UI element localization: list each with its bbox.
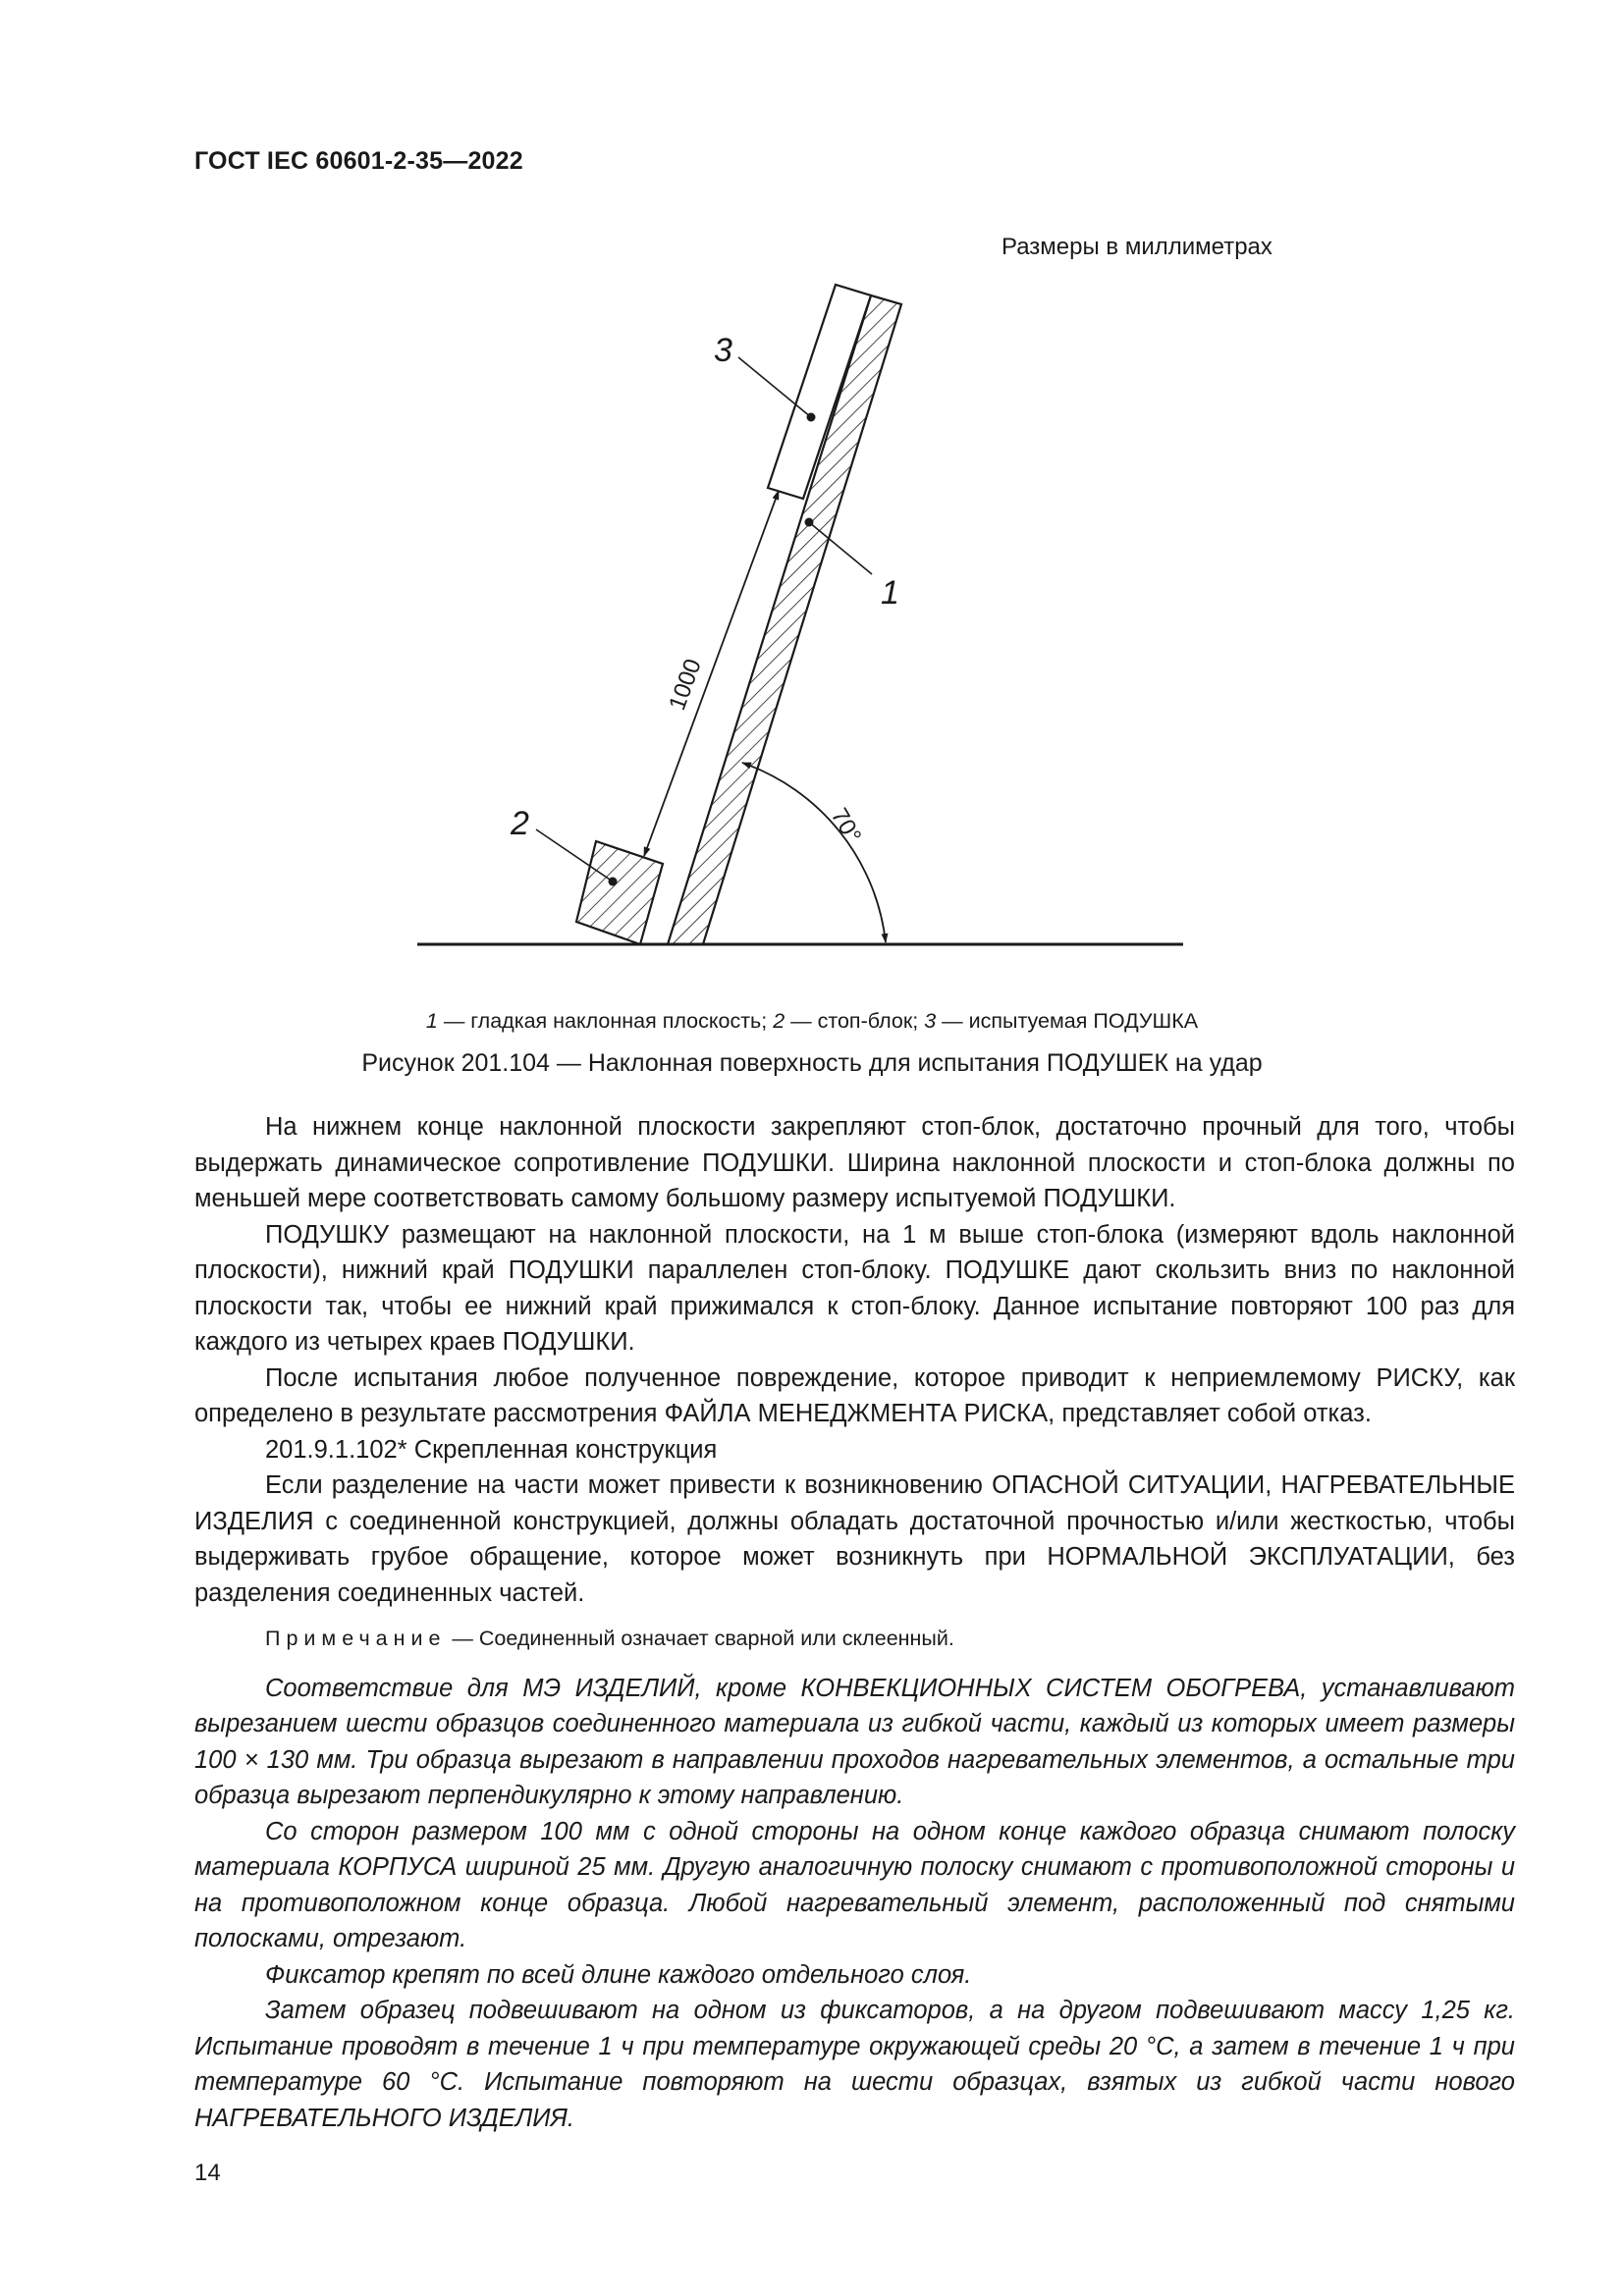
paragraph-9: Затем образец подвешивают на одном из фиксаторов, а на другом подвешивают массу 1,25 кг. Испытание проводят в течение 1 ч при температуре окружающей среды 20 °С, а затем в течение 1 ч при температуре 60 °С. Испытание повторяют на шести образцах, взятых из гибкой части нового НАГРЕВАТЕЛЬНОГО ИЗДЕЛИЯ.	[194, 1997, 1515, 2132]
section-heading: 201.9.1.102* Скрепленная конструкция	[265, 1435, 718, 1464]
dimension-label: 1000	[664, 655, 707, 715]
figure-legend	[0, 1009, 1624, 1034]
paragraph-6: Соответствие для МЭ ИЗДЕЛИЙ, кроме КОНВЕКЦИОННЫХ СИСТЕМ ОБОГРЕВА, устанавливают вырезанием шести образцов соединенного материала из гибкой части, каждый из которых имеет размеры 100 × 130 мм. Три образца вырезают в направлении проходов нагревательных элементов, а остальные три образца вырезают перпендикулярно к этому направлению.	[194, 1674, 1515, 1809]
legend-text-1: — гладкая наклонная плоскость;	[437, 1009, 774, 1033]
label-2: 2	[511, 805, 529, 842]
leader-1-dot	[805, 518, 814, 527]
note-label: Примечание	[265, 1627, 447, 1650]
legend-num-1: 1	[425, 1009, 438, 1033]
legend-num-3: 3	[924, 1009, 937, 1033]
paragraph-5: Если разделение на части может привести к возникновению ОПАСНОЙ СИТУАЦИИ, НАГРЕВАТЕЛЬНЫЕ ИЗДЕЛИЯ с соединенной конструкцией, должны обладать достаточной прочностью и/или жесткостью, чтобы выдерживать грубое обращение, которое может возникнуть при НОРМАЛЬНОЙ ЭКСПЛУАТАЦИИ, без разделения соединенных частей.	[194, 1471, 1515, 1607]
paragraph-1: На нижнем конце наклонной плоскости закрепляют стоп-блок, достаточно прочный для того, чтобы выдержать динамическое сопротивление ПОДУШКИ. Ширина наклонной плоскости и стоп-блока должны по меньшей мере соответствовать самому большому размеру испытуемой ПОДУШКИ.	[194, 1113, 1515, 1212]
legend-text-2: — стоп-блок;	[785, 1009, 925, 1033]
leader-3-dot	[807, 413, 816, 422]
note-text: — Соединенный означает сварной или склеенный.	[446, 1627, 954, 1650]
paragraph-8: Фиксатор крепят по всей длине каждого отдельного слоя.	[265, 1960, 972, 1989]
inclined-plane	[668, 295, 901, 944]
leader-2-dot	[609, 878, 618, 886]
legend-text-3: — испытуемая ПОДУШКА	[936, 1009, 1199, 1033]
stop-block	[576, 841, 663, 944]
body-text	[194, 1109, 1515, 2136]
inclined-plane-diagram	[0, 0, 1624, 991]
angle-label: 70°	[825, 803, 867, 848]
paragraph-3: После испытания любое полученное повреждение, которое приводит к неприемлемому РИСКУ, как определено в результате рассмотрения ФАЙЛА МЕНЕДЖМЕНТА РИСКА, представляет собой отказ.	[194, 1363, 1515, 1427]
legend-num-2: 2	[773, 1009, 785, 1033]
label-3: 3	[714, 332, 732, 369]
paragraph-7: Со сторон размером 100 мм с одной стороны на одном конце каждого образца снимают полоску материала КОРПУСА шириной 25 мм. Другую аналогичную полоску снимают с противоположной стороны и на противоположном конце образца. Любой нагревательный элемент, расположенный под снятыми полосками, отрезают.	[194, 1817, 1515, 1952]
document-header: ГОСТ IEC 60601-2-35—2022	[194, 147, 523, 175]
paragraph-2: ПОДУШКУ размещают на наклонной плоскости, на 1 м выше стоп-блока (измеряют вдоль наклонной плоскости), нижний край ПОДУШКИ параллелен стоп-блоку. ПОДУШКЕ дают скользить вниз по наклонной плоскости так, чтобы ее нижний край прижимался к стоп-блоку. Данное испытание повторяют 100 раз для каждого из четырех краев ПОДУШКИ.	[194, 1220, 1515, 1356]
figure-caption: Рисунок 201.104 — Наклонная поверхность для испытания ПОДУШЕК на удар	[361, 1049, 1263, 1077]
units-note: Размеры в миллиметрах	[1001, 234, 1272, 260]
leader-3	[738, 357, 811, 417]
note	[194, 1621, 1515, 1657]
page-number: 14	[194, 2160, 221, 2186]
angle-arc	[742, 763, 886, 942]
label-1: 1	[881, 574, 899, 612]
